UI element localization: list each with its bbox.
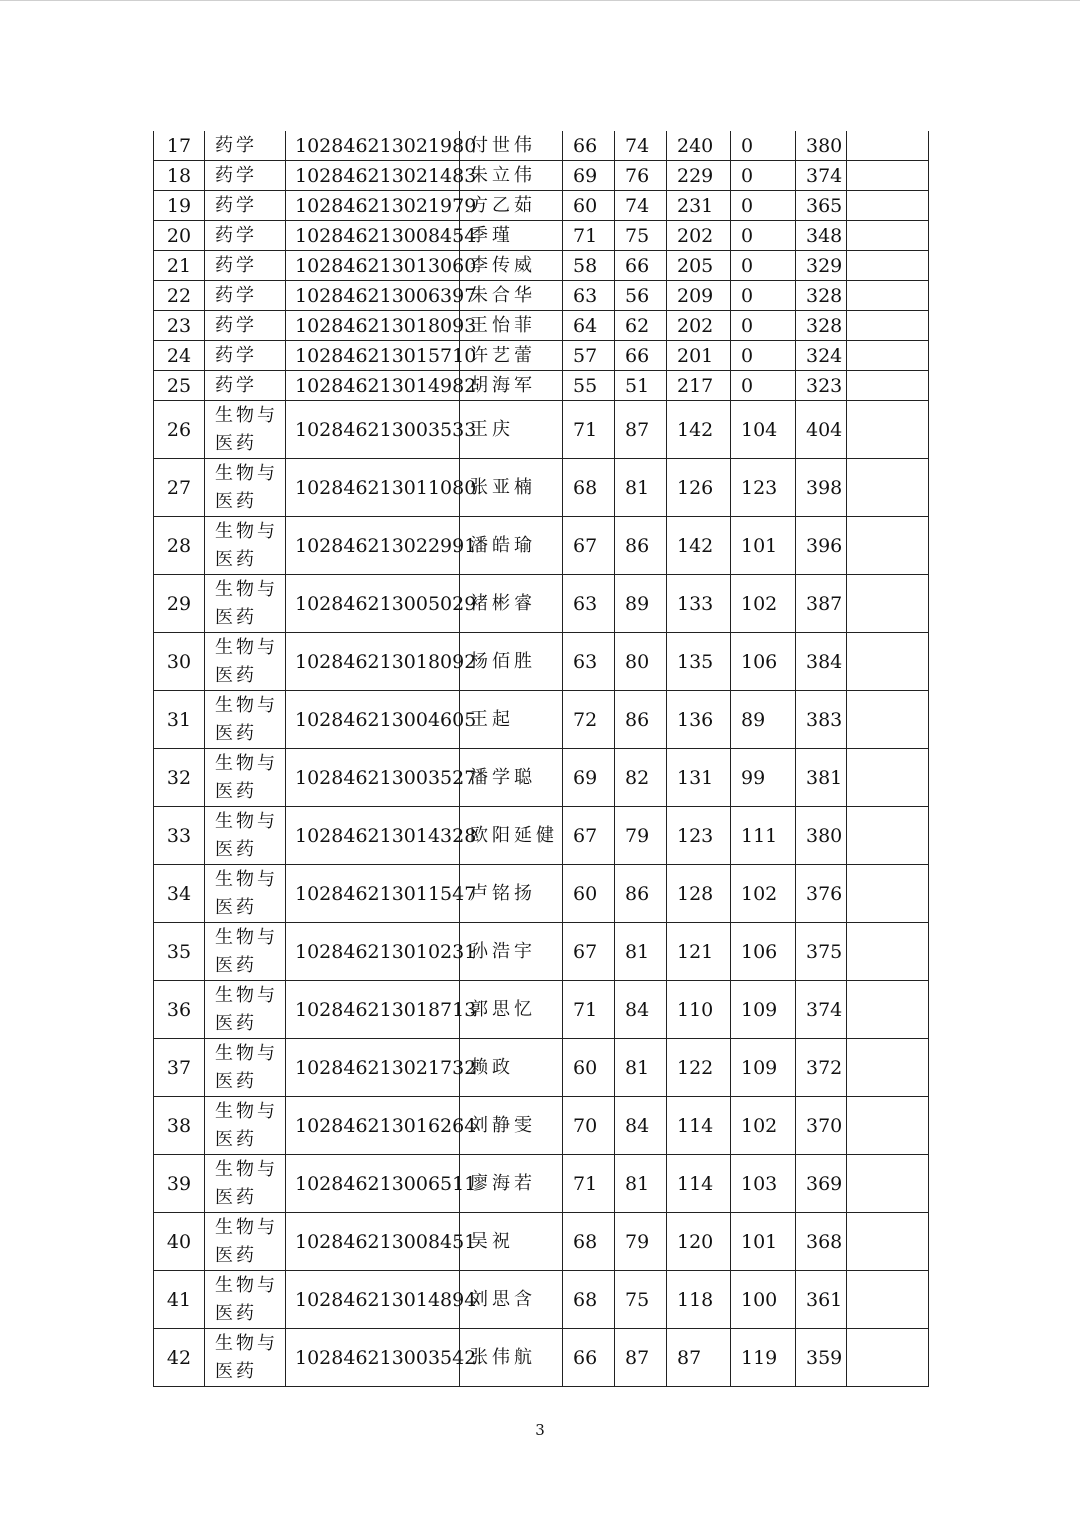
cell-score-3: 142: [667, 401, 731, 459]
cell-candidate-id: 102846213011547: [286, 865, 460, 923]
cell-score-2: 66: [615, 251, 667, 281]
cell-score-3: 217: [667, 371, 731, 401]
cell-score-2: 75: [615, 221, 667, 251]
cell-score-4: 101: [731, 1213, 796, 1271]
cell-major: 生物与医药: [205, 459, 286, 517]
cell-score-3: 122: [667, 1039, 731, 1097]
cell-score-4: 99: [731, 749, 796, 807]
admission-score-table: [153, 131, 929, 1387]
cell-serial-number: 37: [154, 1039, 205, 1097]
cell-serial-number: 23: [154, 311, 205, 341]
table-row: [154, 1271, 929, 1329]
cell-serial-number: 22: [154, 281, 205, 311]
cell-score-3: 205: [667, 251, 731, 281]
cell-candidate-name: 潘学聪: [460, 749, 563, 807]
cell-candidate-name: 王起: [460, 691, 563, 749]
cell-score-1: 71: [563, 221, 615, 251]
cell-score-4: 119: [731, 1329, 796, 1387]
cell-major: 药学: [205, 371, 286, 401]
cell-candidate-name: 廖海若: [460, 1155, 563, 1213]
cell-major: 生物与医药: [205, 1097, 286, 1155]
table-row: [154, 1097, 929, 1155]
cell-score-2: 76: [615, 161, 667, 191]
cell-total-score: 323: [796, 371, 847, 401]
cell-serial-number: 42: [154, 1329, 205, 1387]
cell-score-4: 0: [731, 161, 796, 191]
cell-score-4: 104: [731, 401, 796, 459]
cell-remark: [847, 371, 929, 401]
cell-score-1: 71: [563, 981, 615, 1039]
cell-serial-number: 18: [154, 161, 205, 191]
cell-score-1: 68: [563, 459, 615, 517]
cell-score-2: 89: [615, 575, 667, 633]
cell-serial-number: 34: [154, 865, 205, 923]
cell-major: 药学: [205, 161, 286, 191]
cell-score-3: 136: [667, 691, 731, 749]
cell-major: 生物与医药: [205, 1271, 286, 1329]
cell-candidate-name: 赖政: [460, 1039, 563, 1097]
cell-score-4: 109: [731, 1039, 796, 1097]
cell-candidate-name: 许艺蕾: [460, 341, 563, 371]
cell-candidate-id: 102846213008454: [286, 221, 460, 251]
cell-serial-number: 35: [154, 923, 205, 981]
cell-candidate-id: 102846213005029: [286, 575, 460, 633]
table-row: [154, 459, 929, 517]
cell-candidate-name: 张亚楠: [460, 459, 563, 517]
cell-candidate-name: 卢铭扬: [460, 865, 563, 923]
cell-score-2: 75: [615, 1271, 667, 1329]
cell-score-2: 66: [615, 341, 667, 371]
cell-total-score: 348: [796, 221, 847, 251]
table-row: [154, 749, 929, 807]
cell-total-score: 384: [796, 633, 847, 691]
cell-candidate-name: 方乙茹: [460, 191, 563, 221]
cell-remark: [847, 161, 929, 191]
cell-score-4: 109: [731, 981, 796, 1039]
table-row: [154, 401, 929, 459]
cell-score-4: 123: [731, 459, 796, 517]
cell-remark: [847, 691, 929, 749]
cell-score-2: 51: [615, 371, 667, 401]
cell-score-3: 202: [667, 221, 731, 251]
cell-candidate-name: 吴祝: [460, 1213, 563, 1271]
cell-candidate-id: 102846213008451: [286, 1213, 460, 1271]
cell-score-4: 0: [731, 371, 796, 401]
table-row: [154, 371, 929, 401]
cell-score-2: 79: [615, 1213, 667, 1271]
cell-total-score: 380: [796, 131, 847, 161]
cell-score-2: 62: [615, 311, 667, 341]
table-row: [154, 131, 929, 161]
cell-score-1: 69: [563, 161, 615, 191]
cell-score-4: 0: [731, 131, 796, 161]
cell-serial-number: 27: [154, 459, 205, 517]
table-row: [154, 221, 929, 251]
cell-score-4: 106: [731, 633, 796, 691]
cell-score-2: 81: [615, 1039, 667, 1097]
cell-serial-number: 31: [154, 691, 205, 749]
cell-candidate-id: 102846213003533: [286, 401, 460, 459]
cell-candidate-id: 102846213018092: [286, 633, 460, 691]
cell-candidate-id: 102846213011080: [286, 459, 460, 517]
cell-total-score: 368: [796, 1213, 847, 1271]
cell-score-4: 0: [731, 341, 796, 371]
cell-candidate-name: 郭思忆: [460, 981, 563, 1039]
cell-candidate-id: 102846213018713: [286, 981, 460, 1039]
cell-candidate-name: 朱立伟: [460, 161, 563, 191]
cell-score-3: 114: [667, 1097, 731, 1155]
cell-candidate-id: 102846213014328: [286, 807, 460, 865]
cell-score-2: 82: [615, 749, 667, 807]
cell-score-4: 0: [731, 251, 796, 281]
cell-candidate-id: 102846213021483: [286, 161, 460, 191]
cell-candidate-name: 刘思含: [460, 1271, 563, 1329]
cell-major: 生物与医药: [205, 981, 286, 1039]
cell-total-score: 324: [796, 341, 847, 371]
cell-score-1: 69: [563, 749, 615, 807]
table-row: [154, 923, 929, 981]
cell-score-1: 72: [563, 691, 615, 749]
table-row: [154, 1329, 929, 1387]
table-row: [154, 517, 929, 575]
cell-major: 生物与医药: [205, 1155, 286, 1213]
cell-score-1: 67: [563, 517, 615, 575]
cell-score-3: 118: [667, 1271, 731, 1329]
cell-candidate-name: 王庆: [460, 401, 563, 459]
cell-total-score: 372: [796, 1039, 847, 1097]
cell-remark: [847, 281, 929, 311]
cell-remark: [847, 251, 929, 281]
cell-score-3: 128: [667, 865, 731, 923]
cell-total-score: 396: [796, 517, 847, 575]
cell-candidate-name: 杨佰胜: [460, 633, 563, 691]
cell-remark: [847, 981, 929, 1039]
cell-remark: [847, 311, 929, 341]
cell-remark: [847, 221, 929, 251]
table-row: [154, 191, 929, 221]
table-row: [154, 341, 929, 371]
cell-score-3: 131: [667, 749, 731, 807]
cell-total-score: 328: [796, 281, 847, 311]
cell-serial-number: 39: [154, 1155, 205, 1213]
cell-remark: [847, 517, 929, 575]
cell-score-1: 68: [563, 1271, 615, 1329]
cell-major: 药学: [205, 311, 286, 341]
cell-score-2: 87: [615, 1329, 667, 1387]
cell-score-4: 103: [731, 1155, 796, 1213]
cell-candidate-id: 102846213021979: [286, 191, 460, 221]
cell-serial-number: 26: [154, 401, 205, 459]
cell-score-3: 121: [667, 923, 731, 981]
cell-remark: [847, 401, 929, 459]
cell-score-3: 209: [667, 281, 731, 311]
table-row: [154, 575, 929, 633]
cell-serial-number: 36: [154, 981, 205, 1039]
cell-score-2: 86: [615, 691, 667, 749]
table-row: [154, 251, 929, 281]
cell-score-4: 0: [731, 311, 796, 341]
cell-score-2: 81: [615, 923, 667, 981]
cell-score-1: 66: [563, 1329, 615, 1387]
cell-candidate-id: 102846213021980: [286, 131, 460, 161]
table-row: [154, 981, 929, 1039]
table-row: [154, 633, 929, 691]
cell-score-4: 102: [731, 1097, 796, 1155]
cell-major: 生物与医药: [205, 1039, 286, 1097]
table-row: [154, 1155, 929, 1213]
cell-major: 生物与医药: [205, 633, 286, 691]
cell-score-1: 57: [563, 341, 615, 371]
cell-remark: [847, 633, 929, 691]
cell-score-2: 80: [615, 633, 667, 691]
cell-total-score: 381: [796, 749, 847, 807]
cell-score-3: 240: [667, 131, 731, 161]
cell-serial-number: 38: [154, 1097, 205, 1155]
table-row: [154, 281, 929, 311]
cell-total-score: 328: [796, 311, 847, 341]
cell-total-score: 361: [796, 1271, 847, 1329]
cell-score-1: 66: [563, 131, 615, 161]
cell-serial-number: 24: [154, 341, 205, 371]
page-top-border: [0, 0, 1080, 1]
cell-score-1: 60: [563, 1039, 615, 1097]
cell-serial-number: 25: [154, 371, 205, 401]
table-row: [154, 807, 929, 865]
cell-candidate-name: 刘静雯: [460, 1097, 563, 1155]
cell-score-2: 86: [615, 865, 667, 923]
cell-candidate-name: 胡海军: [460, 371, 563, 401]
cell-serial-number: 17: [154, 131, 205, 161]
cell-score-2: 86: [615, 517, 667, 575]
cell-serial-number: 28: [154, 517, 205, 575]
cell-serial-number: 40: [154, 1213, 205, 1271]
cell-remark: [847, 807, 929, 865]
cell-candidate-name: 李传威: [460, 251, 563, 281]
cell-major: 生物与医药: [205, 1213, 286, 1271]
table-row: [154, 1213, 929, 1271]
cell-score-4: 102: [731, 575, 796, 633]
cell-major: 生物与医药: [205, 575, 286, 633]
cell-major: 药学: [205, 191, 286, 221]
cell-score-2: 79: [615, 807, 667, 865]
cell-score-3: 201: [667, 341, 731, 371]
cell-score-1: 68: [563, 1213, 615, 1271]
cell-major: 生物与医药: [205, 807, 286, 865]
table-row: [154, 865, 929, 923]
cell-score-1: 67: [563, 807, 615, 865]
cell-major: 生物与医药: [205, 517, 286, 575]
cell-remark: [847, 1213, 929, 1271]
cell-remark: [847, 865, 929, 923]
cell-serial-number: 30: [154, 633, 205, 691]
cell-serial-number: 21: [154, 251, 205, 281]
cell-total-score: 370: [796, 1097, 847, 1155]
cell-remark: [847, 1271, 929, 1329]
cell-score-4: 101: [731, 517, 796, 575]
table-row: [154, 691, 929, 749]
cell-score-3: 142: [667, 517, 731, 575]
cell-candidate-id: 102846213003542: [286, 1329, 460, 1387]
cell-score-1: 71: [563, 1155, 615, 1213]
cell-major: 生物与医药: [205, 749, 286, 807]
cell-remark: [847, 923, 929, 981]
cell-candidate-id: 102846213018093: [286, 311, 460, 341]
cell-total-score: 376: [796, 865, 847, 923]
cell-candidate-id: 102846213006397: [286, 281, 460, 311]
table-row: [154, 311, 929, 341]
cell-score-4: 0: [731, 281, 796, 311]
cell-score-1: 60: [563, 191, 615, 221]
cell-score-3: 202: [667, 311, 731, 341]
cell-candidate-id: 102846213014894: [286, 1271, 460, 1329]
cell-candidate-id: 102846213006511: [286, 1155, 460, 1213]
cell-candidate-name: 王怡菲: [460, 311, 563, 341]
cell-total-score: 398: [796, 459, 847, 517]
cell-candidate-name: 张伟航: [460, 1329, 563, 1387]
cell-score-3: 135: [667, 633, 731, 691]
cell-serial-number: 33: [154, 807, 205, 865]
cell-candidate-name: 孙浩宇: [460, 923, 563, 981]
cell-score-3: 229: [667, 161, 731, 191]
cell-score-1: 58: [563, 251, 615, 281]
cell-total-score: 359: [796, 1329, 847, 1387]
cell-score-2: 74: [615, 131, 667, 161]
cell-score-3: 231: [667, 191, 731, 221]
cell-score-2: 74: [615, 191, 667, 221]
cell-candidate-id: 102846213022991: [286, 517, 460, 575]
cell-remark: [847, 1039, 929, 1097]
cell-score-1: 55: [563, 371, 615, 401]
cell-candidate-name: 季瑾: [460, 221, 563, 251]
cell-remark: [847, 131, 929, 161]
cell-score-4: 89: [731, 691, 796, 749]
cell-score-4: 106: [731, 923, 796, 981]
cell-remark: [847, 575, 929, 633]
cell-candidate-id: 102846213021732: [286, 1039, 460, 1097]
cell-candidate-id: 102846213010231: [286, 923, 460, 981]
cell-total-score: 383: [796, 691, 847, 749]
cell-major: 药学: [205, 341, 286, 371]
cell-total-score: 375: [796, 923, 847, 981]
cell-score-4: 102: [731, 865, 796, 923]
cell-remark: [847, 191, 929, 221]
cell-remark: [847, 1097, 929, 1155]
cell-major: 生物与医药: [205, 401, 286, 459]
cell-score-1: 60: [563, 865, 615, 923]
cell-score-1: 70: [563, 1097, 615, 1155]
cell-total-score: 374: [796, 161, 847, 191]
cell-candidate-name: 潘皓瑜: [460, 517, 563, 575]
table-body: [154, 131, 929, 1387]
cell-serial-number: 19: [154, 191, 205, 221]
cell-total-score: 404: [796, 401, 847, 459]
cell-score-4: 111: [731, 807, 796, 865]
cell-score-4: 100: [731, 1271, 796, 1329]
cell-serial-number: 29: [154, 575, 205, 633]
cell-major: 生物与医药: [205, 923, 286, 981]
cell-candidate-name: 褚彬睿: [460, 575, 563, 633]
cell-total-score: 380: [796, 807, 847, 865]
cell-major: 药学: [205, 221, 286, 251]
cell-score-2: 81: [615, 459, 667, 517]
cell-total-score: 374: [796, 981, 847, 1039]
cell-remark: [847, 1155, 929, 1213]
cell-total-score: 365: [796, 191, 847, 221]
cell-score-2: 84: [615, 1097, 667, 1155]
cell-serial-number: 32: [154, 749, 205, 807]
cell-score-4: 0: [731, 191, 796, 221]
cell-remark: [847, 1329, 929, 1387]
cell-score-4: 0: [731, 221, 796, 251]
cell-major: 生物与医药: [205, 865, 286, 923]
cell-score-2: 81: [615, 1155, 667, 1213]
cell-score-1: 63: [563, 633, 615, 691]
cell-major: 药学: [205, 251, 286, 281]
cell-score-1: 63: [563, 575, 615, 633]
cell-candidate-name: 欧阳延健: [460, 807, 563, 865]
cell-serial-number: 41: [154, 1271, 205, 1329]
cell-remark: [847, 749, 929, 807]
cell-major: 生物与医药: [205, 691, 286, 749]
cell-score-1: 63: [563, 281, 615, 311]
cell-score-1: 64: [563, 311, 615, 341]
cell-candidate-id: 102846213015710: [286, 341, 460, 371]
cell-total-score: 369: [796, 1155, 847, 1213]
cell-candidate-id: 102846213014982: [286, 371, 460, 401]
cell-score-2: 84: [615, 981, 667, 1039]
cell-remark: [847, 341, 929, 371]
cell-score-3: 133: [667, 575, 731, 633]
cell-major: 生物与医药: [205, 1329, 286, 1387]
cell-total-score: 329: [796, 251, 847, 281]
cell-score-2: 56: [615, 281, 667, 311]
cell-score-2: 87: [615, 401, 667, 459]
cell-score-1: 71: [563, 401, 615, 459]
cell-score-3: 87: [667, 1329, 731, 1387]
cell-major: 药学: [205, 281, 286, 311]
cell-candidate-id: 102846213016264: [286, 1097, 460, 1155]
cell-candidate-id: 102846213004605: [286, 691, 460, 749]
cell-score-3: 120: [667, 1213, 731, 1271]
cell-remark: [847, 459, 929, 517]
page-number: 3: [535, 1421, 545, 1439]
cell-score-3: 114: [667, 1155, 731, 1213]
cell-total-score: 387: [796, 575, 847, 633]
cell-score-3: 126: [667, 459, 731, 517]
table-row: [154, 1039, 929, 1097]
cell-major: 药学: [205, 131, 286, 161]
cell-score-3: 110: [667, 981, 731, 1039]
cell-candidate-name: 付世伟: [460, 131, 563, 161]
cell-candidate-name: 朱合华: [460, 281, 563, 311]
cell-candidate-id: 102846213003527: [286, 749, 460, 807]
cell-score-1: 67: [563, 923, 615, 981]
cell-candidate-id: 102846213013060: [286, 251, 460, 281]
table-row: [154, 161, 929, 191]
cell-serial-number: 20: [154, 221, 205, 251]
cell-score-3: 123: [667, 807, 731, 865]
